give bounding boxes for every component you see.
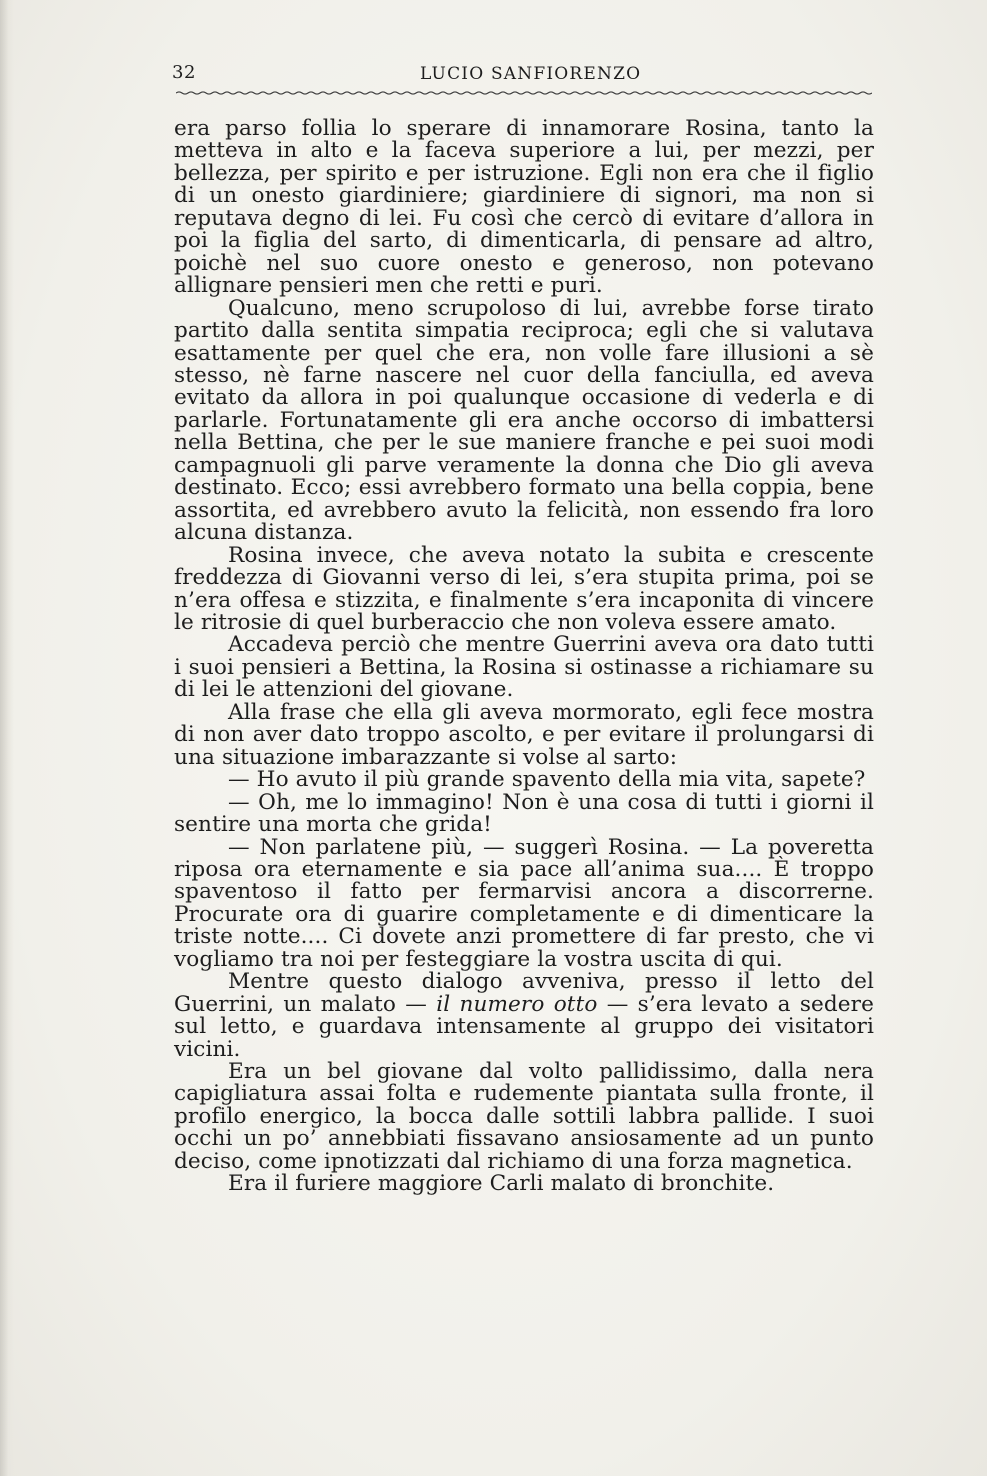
paragraph-2: Qualcuno, meno scrupoloso di lui, avrebbe forse tirato partito dalla sentita simpatia reciproca; egli che si valutava esattamente per quel che era, non volle fare illusioni a sè stesso, nè farne nascere nel cuor della fanciulla, ed aveva evitato da allora in poi qualunque occasione di vederla e di parlarle. Fortunatamente gli era anche occorso di imbattersi nella Bettina, che per le sue maniere franche e pei suoi modi campagnuoli gli parve veramente la donna che Dio gli aveva destinato. Ecco; essi avrebbero formato una bella coppia, bene assortita, ed avrebbero avuto la felicità, non essendo fra loro alcuna distanza.: [174, 295, 874, 546]
paragraph-11: Era il furiere maggiore Carli malato di bronchite.: [228, 1171, 775, 1197]
dialogue-line-3: — Non parlatene più, — suggerì Rosina. — La poveretta riposa ora eternamente e sia pace all’anima sua.... È troppo spaventoso il fatto per fermarvisi ancora a discorrerne. Procurate ora di guarire completamente e di dimenticare la triste notte.... Ci dovete anzi promettere di far presto, che vi vogliamo tra noi per festeggiare la vostra uscita di qui.: [174, 834, 874, 972]
paragraph-9: [174, 971, 874, 1061]
body-text: [174, 118, 874, 1196]
decorative-wavy-rule: [176, 88, 872, 98]
paragraph-10: Era un bel giovane dal volto pallidissimo, dalla nera capigliatura assai folta e rudemente piantata sulla fronte, il profilo energico, la bocca dalle sottili labbra pallide. I suoi occhi un po’ annebbiati fissavano ansiosamente ad un punto deciso, come ipnotizzati dal richiamo di una forza magnetica.: [174, 1059, 874, 1174]
paragraph-1: era parso follia lo sperare di innamorare Rosina, tanto la metteva in alto e la faceva superiore a lui, per mezzi, per bellezza, per spirito e per istruzione. Egli non era che il figlio di un onesto giardiniere; giardiniere di signori, ma non si reputava degno di lei. Fu così che cercò di evitare d’allora in poi la figlia del sarto, di dimenticarla, di pensare ad altro, poichè nel suo cuore onesto e generoso, non potevano allignare pensieri men che retti e puri.: [174, 116, 874, 299]
paragraph-9-after: — s’era levato a sedere sul letto, e guardava intensamente al gruppo dei visitatori vicini.: [174, 991, 874, 1062]
dialogue-line-2: — Oh, me lo immagino! Non è una cosa di tutti i giorni il sentire una morta che grida!: [174, 789, 874, 838]
paragraph-3: Rosina invece, che aveva notato la subita e crescente freddezza di Giovanni verso di lei, s’era stupita prima, poi se n’era offesa e stizzita, e finalmente s’era incaponita di vincere le ritrosie di quel burberaccio che non voleva essere amato.: [174, 542, 874, 635]
paragraph-4: Accadeva perciò che mentre Guerrini aveva ora dato tutti i suoi pensieri a Bettina, la Rosina si ostinasse a richiamare su di lei le attenzioni del giovane.: [174, 632, 874, 703]
paragraph-9-before: Mentre questo dialogo avveniva, presso il letto del Guerrini, un malato —: [174, 969, 874, 1017]
paragraph-5: Alla frase che ella gli aveva mormorato, egli fece mostra di non aver dato troppo ascolto, e per evitare il prolungarsi di una situazione imbarazzante si volse al sarto:: [174, 699, 874, 770]
dialogue-line-1: — Ho avuto il più grande spavento della mia vita, sapete?: [228, 767, 866, 793]
running-title: LUCIO SANFIORENZO: [420, 64, 642, 84]
page-number: 32: [172, 62, 196, 83]
page-edge-shadow: [0, 0, 14, 1476]
italic-phrase: il numero otto: [436, 991, 598, 1017]
